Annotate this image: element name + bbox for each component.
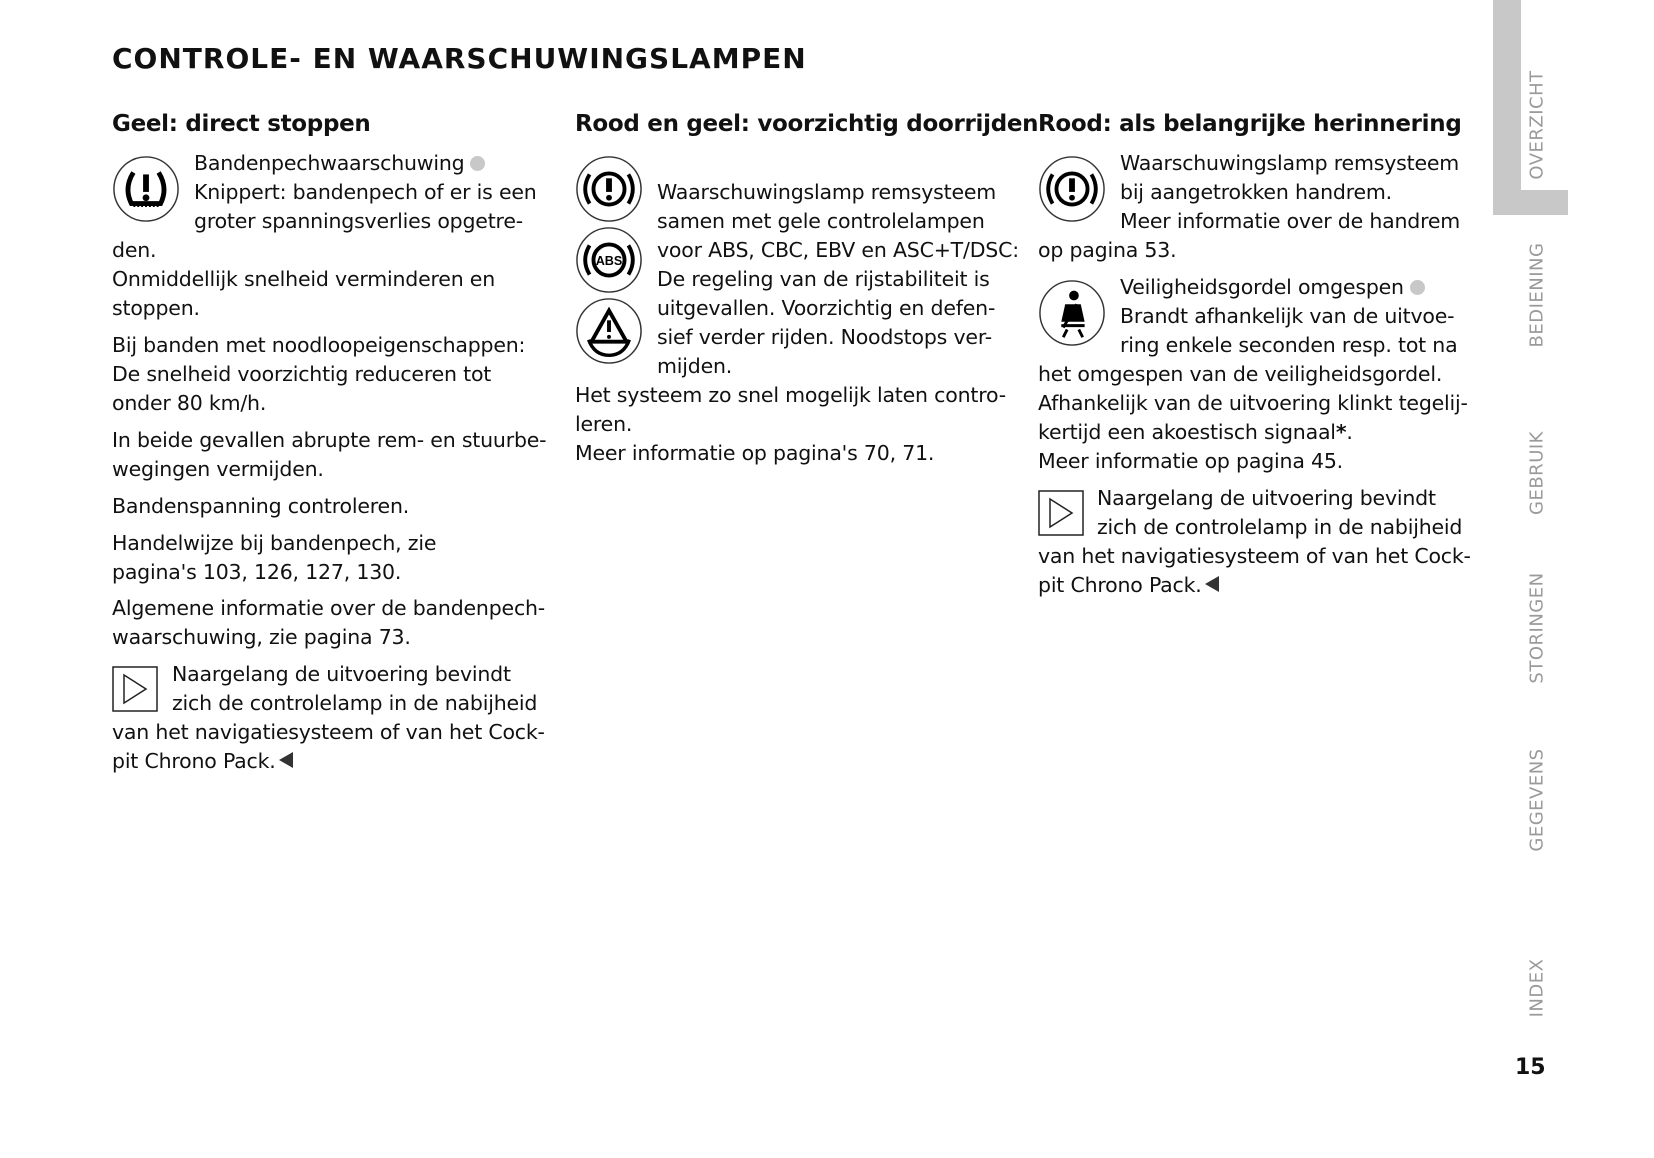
text-line: [1120, 273, 1468, 302]
abs-label: ABS: [595, 253, 623, 268]
text-line-content: zich de controlelamp in de nabijheid: [172, 691, 538, 715]
text-line-content: zich de controlelamp in de nabijheid: [1097, 515, 1463, 539]
runflat-text: [112, 331, 525, 418]
text-line-content: De regeling van de rijstabiliteit is: [657, 267, 990, 291]
text-line-content: Algemene informatie over de bandenpech-: [112, 596, 546, 620]
text-line: [112, 623, 545, 652]
text-line: [112, 360, 525, 389]
column-heading-red: Rood: als belangrijke herinnering: [1038, 111, 1462, 137]
location-note-text: [112, 660, 545, 776]
text-line: [112, 594, 545, 623]
text-line-content: Bandenspanning controleren.: [112, 494, 410, 518]
text-line: [1038, 389, 1468, 418]
text-line: [172, 660, 545, 689]
text-line: [194, 207, 537, 236]
text-line-content: Brandt afhankelijk van de uitvoe-: [1120, 304, 1455, 328]
text-line-content: uitgevallen. Voorzichtig en defen-: [657, 296, 996, 320]
text-line: [172, 689, 545, 718]
general-info-text: [112, 594, 545, 652]
text-line: [112, 236, 537, 265]
yellow-indicator-dot-icon: [1410, 280, 1425, 295]
text-line: [194, 149, 537, 178]
text-line-content: Knippert: bandenpech of er is een: [194, 180, 537, 204]
text-line-content: Bandenpechwaarschuwing: [194, 151, 465, 175]
text-line-content: Handelwijze bij bandenpech, zie: [112, 531, 437, 555]
text-line-content: Onmiddellijk snelheid verminderen en: [112, 267, 496, 291]
text-line-content: pagina's 103, 126, 127, 130.: [112, 560, 402, 584]
text-line: [657, 323, 1019, 352]
text-line-content: mijden.: [657, 354, 733, 378]
tab-gebruik[interactable]: GEBRUIK: [1526, 431, 1548, 515]
text-line: [112, 558, 436, 587]
text-line-content: waarschuwing, zie pagina 73.: [112, 625, 411, 649]
column-heading-red-yellow: Rood en geel: voorzichtig doorrijden: [575, 111, 1039, 137]
text-line: [1038, 418, 1468, 447]
text-line-content: van het navigatiesysteem of van het Cock-: [1038, 544, 1471, 568]
text-line: [112, 389, 525, 418]
text-line-content: stoppen.: [112, 296, 200, 320]
text-line: [112, 492, 409, 521]
text-line: [1120, 207, 1460, 236]
text-line-content: Afhankelijk van de uitvoering klinkt tegelij-: [1038, 391, 1468, 415]
text-line: [112, 265, 537, 294]
text-line: [112, 455, 546, 484]
text-line-content: voor ABS, CBC, EBV en ASC+T/DSC:: [657, 238, 1019, 262]
tire-warning-text: [112, 149, 537, 323]
text-line-content: sief verder rijden. Noodstops ver-: [657, 325, 992, 349]
text-line: [657, 294, 1019, 323]
end-marker-icon: [1205, 576, 1219, 592]
text-line: [1097, 513, 1471, 542]
flat-tire-ref-text: [112, 529, 436, 587]
text-line-content: Meer informatie op pagina 45.: [1038, 449, 1343, 473]
text-line: [1038, 447, 1468, 476]
text-line: [575, 381, 1019, 410]
text-line: [657, 236, 1019, 265]
text-line-content: In beide gevallen abrupte rem- en stuurbe-: [112, 428, 547, 452]
text-line: [112, 331, 525, 360]
text-line-content: Bij banden met noodloopeigenschappen:: [112, 333, 526, 357]
text-line-content: Naargelang de uitvoering bevindt: [172, 662, 511, 686]
text-line-content: pit Chrono Pack.: [112, 749, 276, 773]
text-line-content: Naargelang de uitvoering bevindt: [1097, 486, 1436, 510]
text-line-content: den.: [112, 238, 157, 262]
text-line: [657, 178, 1019, 207]
text-line: [1038, 571, 1471, 600]
text-line: [112, 529, 436, 558]
seatbelt-text: [1038, 273, 1468, 476]
text-line: [657, 352, 1019, 381]
check-pressure-text: [112, 492, 409, 521]
text-line: [1120, 178, 1460, 207]
avoid-text: [112, 426, 546, 484]
tab-gegevens[interactable]: GEGEVENS: [1526, 748, 1548, 852]
tab-storingen[interactable]: STORINGEN: [1526, 572, 1548, 684]
text-line: [657, 265, 1019, 294]
text-line-content: pit Chrono Pack.: [1038, 573, 1202, 597]
text-line: [112, 426, 546, 455]
text-line: [1038, 542, 1471, 571]
text-line-content: Veiligheidsgordel omgespen: [1120, 275, 1404, 299]
text-line: [575, 410, 1019, 439]
yellow-indicator-dot-icon: [470, 156, 485, 171]
tab-bediening[interactable]: BEDIENING: [1526, 242, 1548, 348]
text-line-content: onder 80 km/h.: [112, 391, 267, 415]
text-line-content: ring enkele seconden resp. tot na: [1120, 333, 1458, 357]
text-line: [112, 718, 545, 747]
text-line: [1097, 484, 1471, 513]
text-line: [1120, 331, 1468, 360]
text-line: [112, 747, 545, 776]
text-line-content: samen met gele controlelampen: [657, 209, 985, 233]
text-line-content: op pagina 53.: [1038, 238, 1177, 262]
text-line-content: Het systeem zo snel mogelijk laten contro-: [575, 383, 1006, 407]
location-note-text: [1038, 484, 1471, 600]
text-line-content: leren.: [575, 412, 633, 436]
text-line: [575, 439, 1019, 468]
text-line-content: Waarschuwingslamp remsysteem: [657, 180, 997, 204]
tab-overzicht[interactable]: OVERZICHT: [1526, 70, 1548, 180]
text-line-content: van het navigatiesysteem of van het Cock-: [112, 720, 545, 744]
brake-system-text: [575, 178, 1019, 468]
text-line-content: Meer informatie op pagina's 70, 71.: [575, 441, 935, 465]
text-line-content: De snelheid voorzichtig reduceren tot: [112, 362, 492, 386]
text-line-content: Meer informatie over de handrem: [1120, 209, 1461, 233]
end-marker-icon: [279, 752, 293, 768]
text-line: [112, 294, 537, 323]
column-heading-yellow: Geel: direct stoppen: [112, 111, 371, 137]
text-line: [1038, 236, 1460, 265]
text-line: [194, 178, 537, 207]
text-line-content: Waarschuwingslamp remsysteem: [1120, 151, 1460, 175]
handbrake-text: [1038, 149, 1460, 265]
text-line-content: wegingen vermijden.: [112, 457, 324, 481]
text-line: [1120, 302, 1468, 331]
tab-index[interactable]: INDEX: [1526, 958, 1548, 1018]
text-line-content: het omgespen van de veiligheidsgordel.: [1038, 362, 1443, 386]
text-line: [657, 207, 1019, 236]
text-line: [1120, 149, 1460, 178]
page-number: 15: [1515, 1055, 1546, 1080]
page-title: CONTROLE- EN WAARSCHUWINGSLAMPEN: [112, 42, 807, 75]
text-line-content: kertijd een akoestisch signaal*.: [1038, 420, 1353, 444]
text-line-content: groter spanningsverlies opgetre-: [194, 209, 523, 233]
text-line-content: bij aangetrokken handrem.: [1120, 180, 1392, 204]
text-line: [1038, 360, 1468, 389]
